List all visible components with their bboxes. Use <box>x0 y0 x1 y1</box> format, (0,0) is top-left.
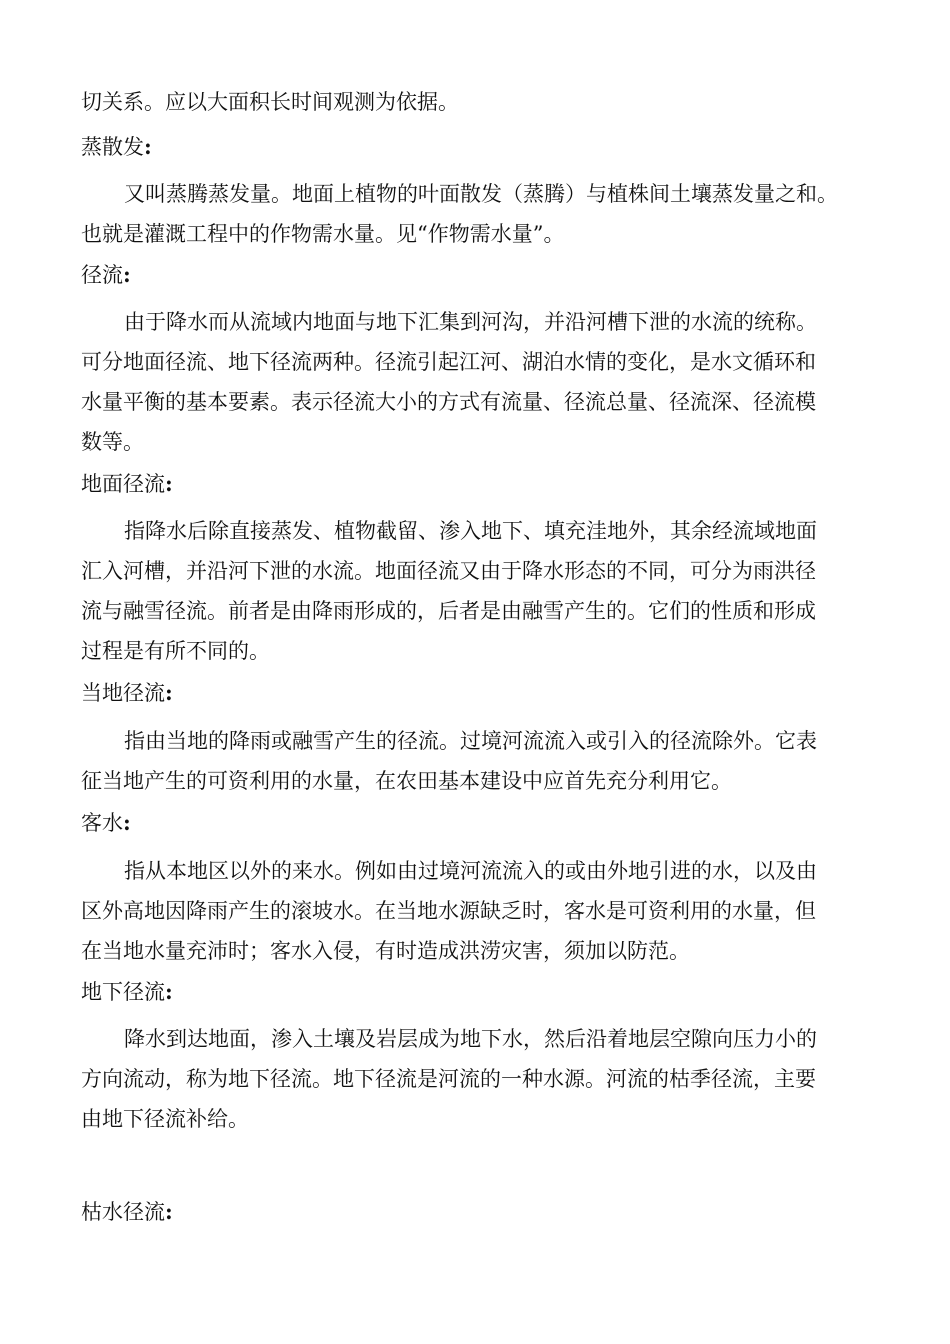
term-heading <box>81 679 173 707</box>
term-text: 枯水径流 <box>81 1200 165 1224</box>
definition-line: 由于降水而从流域内地面与地下汇集到河沟，并沿河槽下泄的水流的统称。 <box>124 310 817 334</box>
term-text: 蒸散发 <box>81 135 144 159</box>
definition-line: 指从本地区以外的来水。例如由过境河流流入的或由外地引进的水，以及由 <box>124 859 817 883</box>
definition-line: 也就是灌溉工程中的作物需水量。见“作物需水量”。 <box>81 222 565 246</box>
definition-line: 流与融雪径流。前者是由降雨形成的，后者是由融雪产生的。它们的性质和形成 <box>81 599 816 623</box>
term-text: 地面径流 <box>81 472 165 496</box>
term-heading <box>81 133 152 161</box>
term-heading <box>81 1198 173 1226</box>
definition-line: 指降水后除直接蒸发、植物截留、渗入地下、填充洼地外，其余经流域地面 <box>124 519 817 543</box>
term-colon: : <box>123 810 131 835</box>
term-colon: : <box>165 680 173 705</box>
term-heading <box>81 809 131 837</box>
definition-line: 过程是有所不同的。 <box>81 639 270 663</box>
term-text: 径流 <box>81 263 123 287</box>
definition-line: 数等。 <box>81 430 144 454</box>
term-colon: : <box>165 979 173 1004</box>
term-heading <box>81 470 173 498</box>
definition-line: 在当地水量充沛时；客水入侵，有时造成洪涝灾害，须加以防范。 <box>81 939 690 963</box>
term-colon: : <box>165 471 173 496</box>
definition-line: 又叫蒸腾蒸发量。地面上植物的叶面散发（蒸腾）与植株间土壤蒸发量之和。 <box>124 182 838 206</box>
term-heading <box>81 261 131 289</box>
definition-line: 降水到达地面，渗入土壤及岩层成为地下水，然后沿着地层空隙向压力小的 <box>124 1027 817 1051</box>
definition-line: 指由当地的降雨或融雪产生的径流。过境河流流入或引入的径流除外。它表 <box>124 729 817 753</box>
definition-line: 水量平衡的基本要素。表示径流大小的方式有流量、径流总量、径流深、径流模 <box>81 390 816 414</box>
term-colon: : <box>123 262 131 287</box>
term-text: 客水 <box>81 811 123 835</box>
definition-line: 方向流动，称为地下径流。地下径流是河流的一种水源。河流的枯季径流，主要 <box>81 1067 816 1091</box>
term-heading <box>81 978 173 1006</box>
definition-line: 汇入河槽，并沿河下泄的水流。地面径流又由于降水形态的不同，可分为雨洪径 <box>81 559 816 583</box>
term-text: 当地径流 <box>81 681 165 705</box>
definition-line: 区外高地因降雨产生的滚坡水。在当地水源缺乏时，客水是可资利用的水量，但 <box>81 899 816 923</box>
term-text: 地下径流 <box>81 980 165 1004</box>
definition-line: 征当地产生的可资利用的水量，在农田基本建设中应首先充分利用它。 <box>81 769 732 793</box>
definition-line: 由地下径流补给。 <box>81 1107 249 1131</box>
definition-line: 可分地面径流、地下径流两种。径流引起江河、湖泊水情的变化，是水文循环和 <box>81 350 816 374</box>
term-colon: : <box>165 1199 173 1224</box>
term-colon: : <box>144 134 152 159</box>
intro-tail-line: 切关系。应以大面积长时间观测为依据。 <box>81 90 459 114</box>
